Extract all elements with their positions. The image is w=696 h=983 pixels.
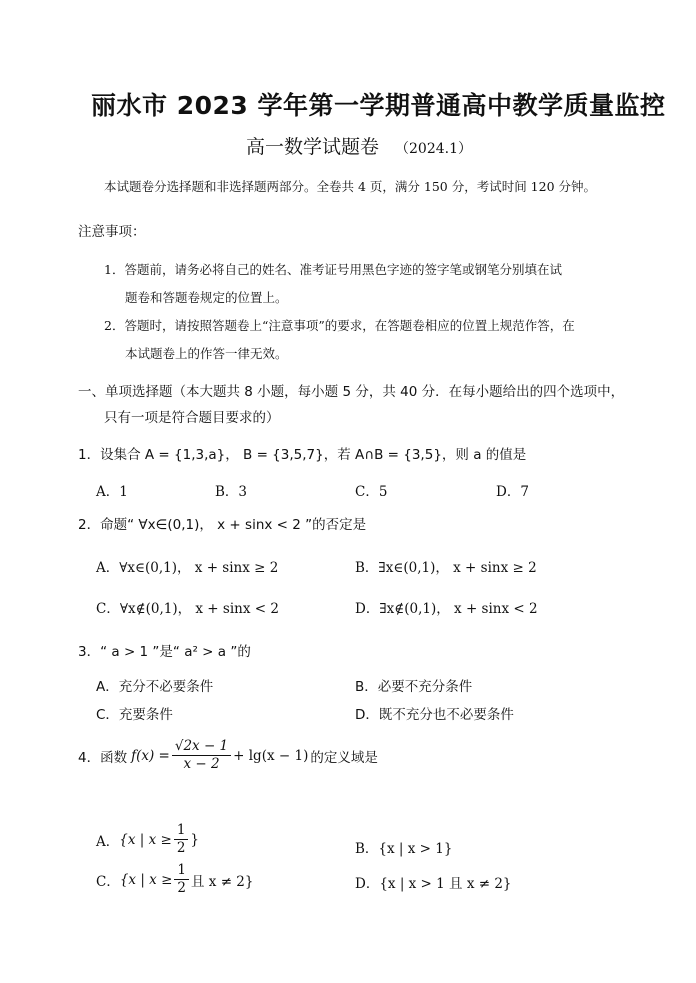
note-2-line1: 2．答题时，请按照答题卷上“注意事项”的要求，在答题卷相应的位置上规范作答，在 (104, 318, 575, 333)
q4-option-c-post: 且 x ≠ 2} (191, 873, 254, 890)
q3-option-d: D．既不充分也不必要条件 (355, 707, 514, 723)
q2-option-d: D．∃x∉(0,1)， x + sinx < 2 (355, 601, 538, 617)
q4-option-c-label: C． (96, 873, 120, 890)
q4-option-a-num: 1 (174, 822, 189, 840)
q2-option-b: B．∃x∈(0,1)， x + sinx ≥ 2 (355, 560, 537, 576)
note-2-line2: 本试题卷上的作答一律无效。 (125, 346, 288, 361)
exam-title: 丽水市 2023 学年第一学期普通高中教学质量监控 (91, 91, 666, 120)
q4-stem-suffix: 的定义域是 (310, 749, 378, 766)
section-heading-line1: 一、单项选择题（本大题共 8 小题，每小题 5 分，共 40 分．在每小题给出的四个选项中， (78, 384, 625, 400)
q4-function-name: f(x) = (131, 747, 170, 764)
q1-option-c: C．5 (355, 484, 388, 500)
note-1-line2: 题卷和答题卷规定的位置上。 (125, 290, 288, 305)
q4-function-tail: + lg(x − 1) (233, 747, 309, 764)
q4-option-a-den: 2 (176, 840, 186, 856)
question-2-stem: 2．命题“ ∀x∈(0,1)， x + sinx < 2 ”的否定是 (78, 517, 367, 533)
q4-option-a-pre: {x | x ≥ (119, 831, 172, 848)
section-heading-line2: 只有一项是符合题目要求的） (104, 410, 280, 426)
q4-option-a-post: } (190, 831, 199, 848)
q4-option-a-label: A． (96, 833, 120, 850)
q4-fraction-numerator: √2x − 1 (172, 738, 231, 756)
q4-option-c-fraction (174, 862, 189, 897)
q4-fraction-denominator: x − 2 (183, 756, 220, 772)
q1-option-a: A．1 (96, 484, 128, 500)
notes-heading: 注意事项： (78, 224, 146, 240)
exam-intro: 本试题卷分选择题和非选择题两部分。全卷共 4 页，满分 150 分，考试时间 120 分钟。 (104, 179, 597, 194)
q4-option-d: D．{x | x > 1 且 x ≠ 2} (355, 876, 512, 892)
subtitle-text: 高一数学试题卷 (246, 136, 380, 158)
q4-option-a (96, 822, 199, 857)
question-1-stem: 1．设集合 A = {1,3,a}， B = {3,5,7}，若 A∩B = {3,5}，则 a 的值是 (78, 447, 527, 463)
question-3-stem: 3．“ a > 1 ”是“ a² > a ”的 (78, 644, 251, 660)
q2-option-a: A．∀x∈(0,1)， x + sinx ≥ 2 (96, 560, 279, 576)
q1-option-d: D．7 (496, 484, 529, 500)
q4-option-c-num: 1 (174, 862, 189, 880)
q4-option-b: B．{x | x > 1} (355, 841, 453, 857)
exam-year: （2024.1） (395, 141, 473, 157)
q4-fraction (172, 738, 231, 773)
q3-option-b: B．必要不充分条件 (355, 679, 473, 695)
q3-option-c: C．充要条件 (96, 707, 173, 723)
question-4-stem (78, 738, 378, 773)
q4-option-c (96, 862, 253, 897)
q1-option-b: B．3 (215, 484, 248, 500)
q4-stem-prefix: 4．函数 (78, 749, 128, 766)
q4-option-a-fraction (174, 822, 189, 857)
q4-option-c-pre: {x | x ≥ (119, 871, 173, 888)
note-1-line1: 1．答题前，请务必将自己的姓名、准考证号用黑色字迹的签字笔或钢笔分别填在试 (104, 262, 562, 277)
q2-option-c: C．∀x∉(0,1)， x + sinx < 2 (96, 601, 279, 617)
q4-option-c-den: 2 (177, 880, 186, 896)
exam-subtitle (246, 132, 472, 159)
q3-option-a: A．充分不必要条件 (96, 679, 214, 695)
